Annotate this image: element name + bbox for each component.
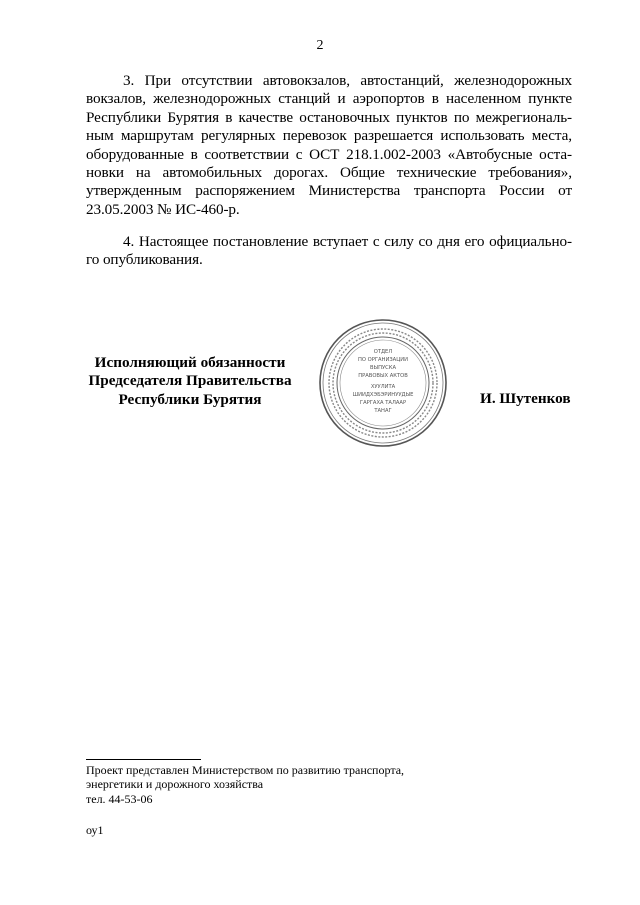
seal-text-1: ОТДЕЛ	[373, 349, 393, 355]
page-number: 2	[316, 38, 324, 53]
seal-text-8: ТАНАГ	[374, 408, 392, 414]
signatory-title-line-1: Исполняющий обязанности	[94, 354, 286, 371]
signatory-title-line-2: Председателя Правительства	[88, 372, 292, 390]
paragraph-4: 4. Настоящее постановление вступает с силу со дня его официально-го опубликования.	[86, 233, 572, 269]
seal-text-5: ХУУЛИТА	[370, 384, 396, 390]
seal-text-7: ГАРГАХА ТАЛААР	[359, 400, 407, 406]
seal-text-4: ПРАВОВЫХ АКТОВ	[358, 373, 408, 379]
footnote-line-1: Проект представлен Министерством по развитию транспорта,	[86, 763, 405, 777]
official-seal	[318, 318, 448, 448]
footnote	[86, 763, 506, 806]
signatory-title	[70, 354, 310, 409]
paragraph-3: 3. При отсутствии автовокзалов, автостанций, железнодорожных вокзалов, железнодорожных станций и аэропортов в населенном пункте Республики Бурятия в качестве остановочных пунктов по межрегиональ-ным маршрутам регулярных перевозок разрешается использовать места, оборудованные в соответствии с ОСТ 218.1.002-2003 «Автобусные оста-новки на автомобильных дорогах. Общие технические требования», утвержденным распоряжением Министерства транспорта России от 23.05.2003 № ИС-460-р.	[86, 72, 572, 218]
footnote-line-2: энергетики и дорожного хозяйства	[86, 777, 264, 792]
signer-name: И. Шутенков	[480, 390, 571, 407]
reference-code: оу1	[86, 823, 104, 837]
seal-text-2: ПО ОРГАНИЗАЦИИ	[357, 357, 409, 363]
seal-text-3: ВЫПУСКА	[369, 365, 397, 371]
footnote-divider	[86, 759, 201, 760]
signatory-title-line-3: Республики Бурятия	[118, 390, 262, 408]
seal-text-6: ШИИДХЭБЭРИНУУДЫЕ	[352, 392, 414, 398]
footnote-line-3: тел. 44-53-06	[86, 791, 153, 806]
